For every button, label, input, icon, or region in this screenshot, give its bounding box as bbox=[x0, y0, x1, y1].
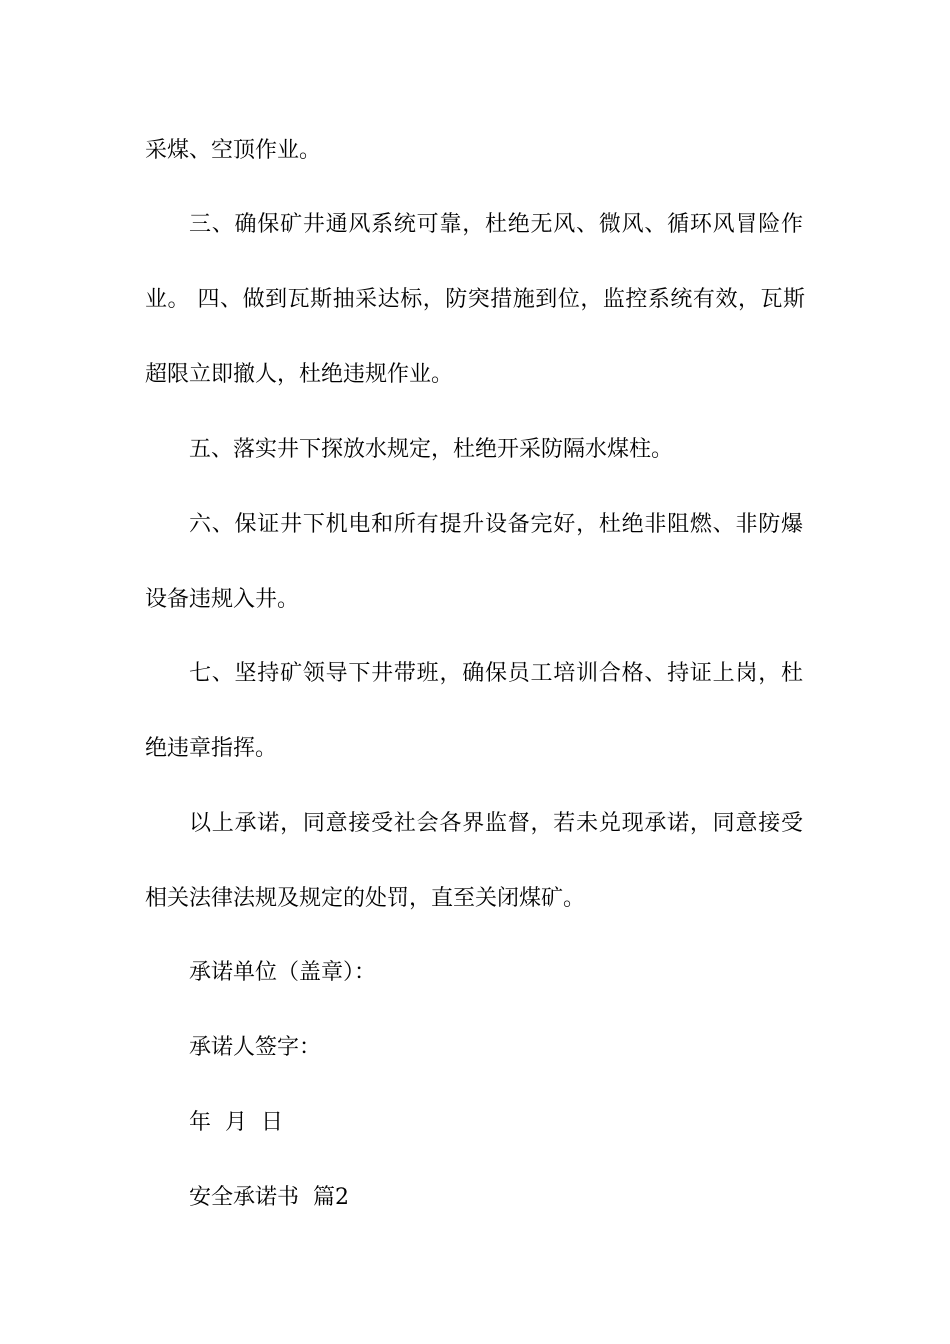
paragraph-line: 六、保证井下机电和所有提升设备完好，杜绝非阻燃、非防爆 bbox=[189, 512, 803, 537]
paragraph-line: 采煤、空顶作业。 bbox=[145, 138, 322, 163]
paragraph-line: 以上承诺，同意接受社会各界监督，若未兑现承诺，同意接受 bbox=[189, 811, 803, 836]
pledge-unit-label: 承诺单位（盖章）： bbox=[189, 960, 377, 985]
paragraph-line: 绝违章指挥。 bbox=[145, 736, 278, 761]
signature-label: 承诺人签字： bbox=[189, 1035, 322, 1060]
date-label: 年 月 日 bbox=[189, 1110, 283, 1135]
section-heading: 安全承诺书 篇2 bbox=[189, 1185, 349, 1210]
paragraph-line: 业。 四、做到瓦斯抽采达标，防突措施到位，监控系统有效，瓦斯 bbox=[145, 287, 805, 312]
paragraph-line: 五、落实井下探放水规定，杜绝开采防隔水煤柱。 bbox=[189, 437, 674, 462]
paragraph-line: 三、确保矿井通风系统可靠，杜绝无风、微风、循环风冒险作 bbox=[189, 212, 803, 237]
paragraph-line: 设备违规入井。 bbox=[145, 587, 300, 612]
paragraph-line: 相关法律法规及规定的处罚，直至关闭煤矿。 bbox=[145, 886, 586, 911]
paragraph-line: 七、坚持矿领导下井带班，确保员工培训合格、持证上岗，杜 bbox=[189, 661, 803, 686]
paragraph-line: 超限立即撤人，杜绝违规作业。 bbox=[145, 362, 454, 387]
